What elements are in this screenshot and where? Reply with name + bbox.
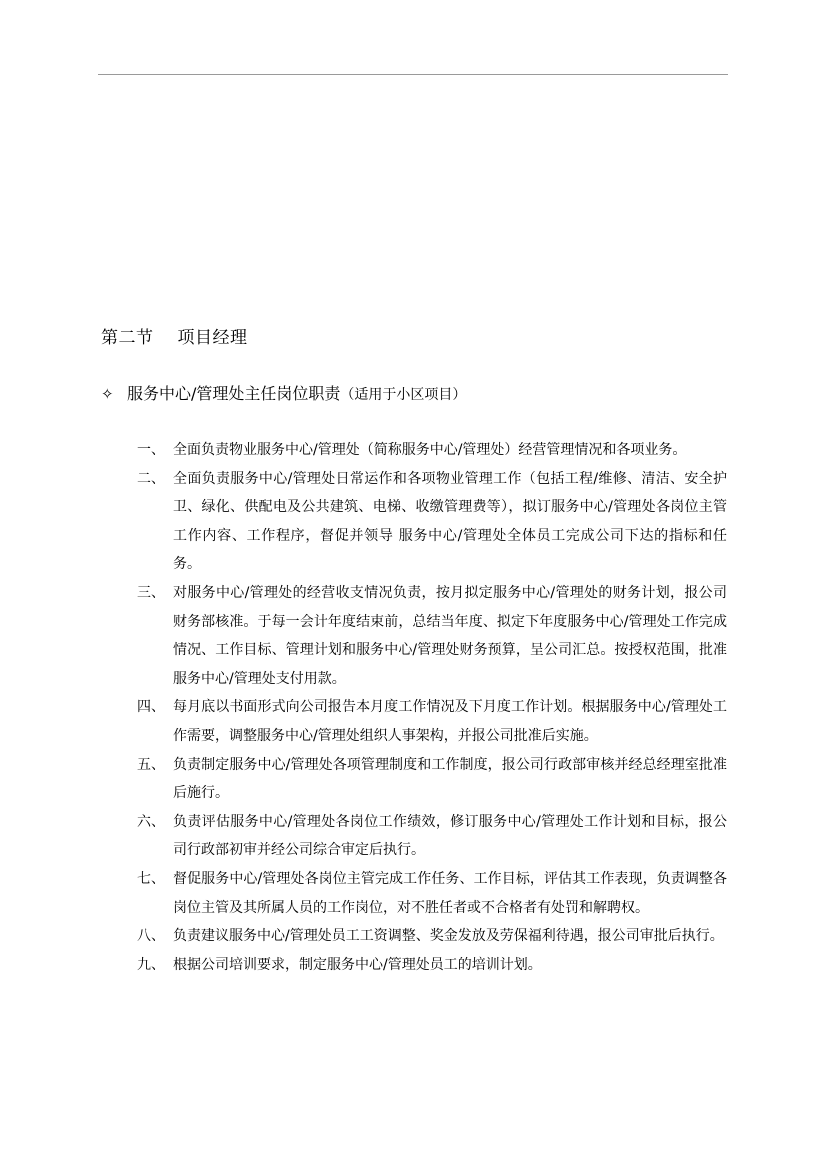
duty-text: 负责评估服务中心/管理处各岗位工作绩效，修订服务中心/管理处工作计划和目标，报公司行政部初审并经公司综合审定后执行。 — [173, 813, 727, 859]
duty-text: 负责建议服务中心/管理处员工工资调整、奖金发放及劳保福利待遇，报公司审批后执行。 — [173, 928, 724, 945]
section-number: 第二节 — [101, 328, 154, 348]
duty-text: 全面负责服务中心/管理处日常运作和各项物业管理工作（包括工程/维修、清洁、安全护卫、绿化、供配电及公共建筑、电梯、收缴管理费等），拟订服务中心/管理处各岗位主管工作内容、工作程序，督促并领导 服务中心/管理处全体员工完成公司下达的指标和任务。 — [173, 470, 727, 573]
duty-item-7 — [137, 865, 727, 922]
duty-text: 根据公司培训要求，制定服务中心/管理处员工的培训计划。 — [173, 956, 542, 973]
duty-item-8 — [137, 922, 727, 951]
four-pointed-star-icon: ✧ — [101, 385, 114, 403]
duty-item-1 — [137, 436, 727, 465]
duty-number: 三、 — [137, 584, 165, 601]
duty-number: 五、 — [137, 756, 165, 773]
duty-number: 九、 — [137, 956, 165, 973]
duty-number: 七、 — [137, 870, 165, 887]
duty-item-4 — [137, 693, 727, 750]
subheading-title: 服务中心/管理处主任岗位职责 — [127, 384, 341, 403]
duty-item-9 — [137, 951, 727, 980]
duty-item-5 — [137, 751, 727, 808]
duty-text: 督促服务中心/管理处各岗位主管完成工作任务、工作目标，评估其工作表现，负责调整各岗位主管及其所属人员的工作岗位，对不胜任者或不合格者有处罚和解聘权。 — [173, 870, 727, 916]
duty-number: 八、 — [137, 928, 165, 945]
section-title — [101, 326, 248, 350]
duty-item-2 — [137, 465, 727, 579]
duty-number: 一、 — [137, 442, 165, 458]
duty-text: 负责制定服务中心/管理处各项管理制度和工作制度，报公司行政部审核并经总经理室批准后施行。 — [173, 756, 727, 802]
subheading-note: （适用于小区项目） — [340, 387, 467, 403]
duty-number: 二、 — [137, 470, 165, 487]
duty-number: 四、 — [137, 699, 165, 716]
duty-text: 全面负责物业服务中心/管理处（简称服务中心/管理处）经营管理情况和各项业务。 — [173, 442, 687, 458]
duty-number: 六、 — [137, 813, 165, 830]
header-rule — [98, 74, 728, 75]
duty-list — [137, 436, 727, 979]
duty-text: 每月底以书面形式向公司报告本月度工作情况及下月度工作计划。根据服务中心/管理处工作需要，调整服务中心/管理处组织人事架构，并报公司批准后实施。 — [173, 699, 727, 744]
duty-item-3 — [137, 579, 727, 693]
subheading — [101, 382, 466, 407]
duty-item-6 — [137, 808, 727, 865]
section-name: 项目经理 — [177, 328, 248, 348]
duty-text: 对服务中心/管理处的经营收支情况负责，按月拟定服务中心/管理处的财务计划，报公司财务部核准。于每一会计年度结束前，总结当年度、拟定下年度服务中心/管理处工作完成情况、工作目标、管理计划和服务中心/管理处财务预算，呈公司汇总。按授权范围，批准服务中心/管理处支付用款。 — [173, 584, 727, 687]
